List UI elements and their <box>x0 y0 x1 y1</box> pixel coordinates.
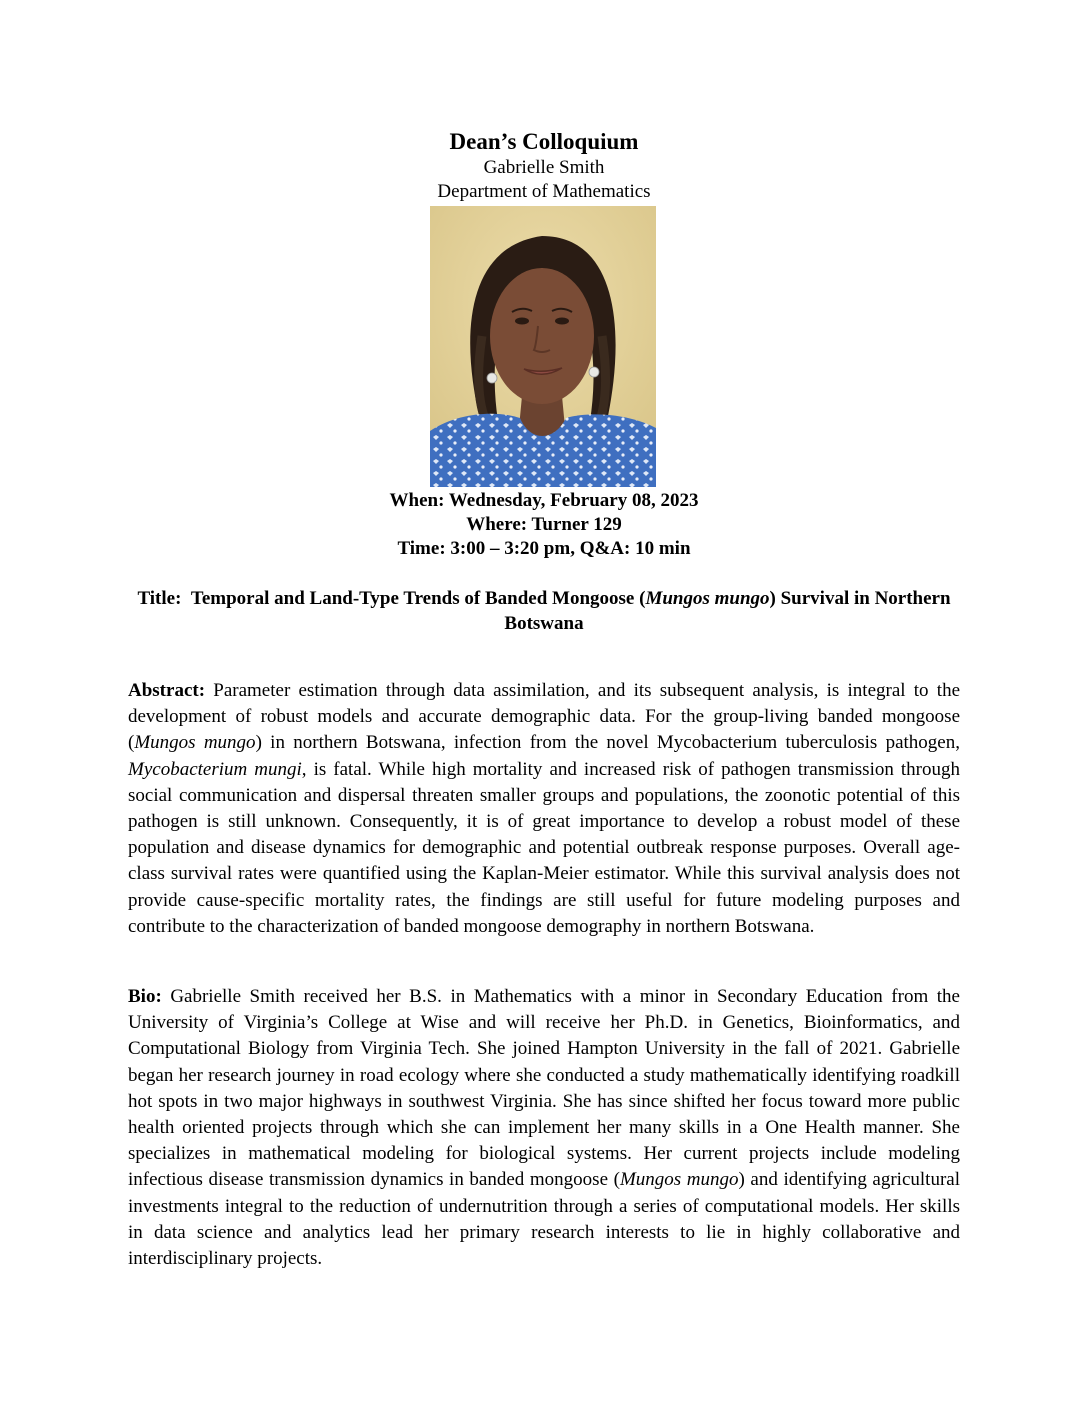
event-date: When: Wednesday, February 08, 2023 <box>389 490 699 511</box>
abstract-paragraph <box>128 678 960 940</box>
bio-label: Bio: <box>128 986 162 1007</box>
abstract-species: Mungos mungo <box>134 732 256 754</box>
talk-title-text-1: Temporal and Land-Type Trends of Banded Mongoose ( <box>190 588 646 609</box>
page-title: Dean’s Colloquium <box>449 129 639 154</box>
abstract-text-3: , is fatal. While high mortality and increased risk of pathogen transmission through social communication and dispersal threaten smaller groups and populations, the zoonotic potential of this pathogen is still unknown. Consequently, it is of great importance to develop a robust model of these population and disease dynamics for demographic and potential outbreak response purposes. Overall age-class survival rates were quantified using the Kaplan-Meier estimator. While this survival analysis does not provide cause-specific mortality rates, the findings are still useful for future modeling purposes and contribute to the characterization of banded mongoose demography in northern Botswana. <box>128 758 960 937</box>
abstract-text-2: ) in northern Botswana, infection from the novel Mycobacterium tuberculosis pathogen, <box>255 732 960 754</box>
speaker-name: Gabrielle Smith <box>483 157 605 178</box>
bio-species: Mungos mungo <box>619 1169 739 1191</box>
department-name: Department of Mathematics <box>437 181 651 202</box>
talk-title <box>120 586 968 636</box>
talk-title-label: Title: <box>137 588 182 609</box>
abstract-label: Abstract: <box>128 680 206 701</box>
earring-left <box>487 373 497 383</box>
portrait-illustration <box>430 206 656 487</box>
event-location: Where: Turner 129 <box>466 514 622 535</box>
earring-right <box>589 367 599 377</box>
colloquium-header <box>0 128 1088 204</box>
speaker-photo <box>430 206 656 487</box>
bio-text-1: Gabrielle Smith received her B.S. in Mathematics with a minor in Secondary Education from the University of Virginia’s College at Wise and will receive her Ph.D. in Genetics, Bioinformatics, and Computational Biology from Virginia Tech. She joined Hampton University in the fall of 2021. Gabrielle began her research journey in road ecology where she conducted a study mathematically identifying roadkill hot spots in two major highways in southwest Virginia. She has since shifted her focus toward more public health oriented projects through which she can implement her many skills in a One Health manner. She specializes in mathematical modeling for biological systems. Her current projects include modeling infectious disease transmission dynamics in banded mongoose ( <box>128 986 960 1191</box>
face <box>490 268 594 404</box>
bio-paragraph <box>128 984 960 1272</box>
event-details <box>0 489 1088 561</box>
talk-title-species: Mungos mungo <box>645 588 770 609</box>
abstract-text-1: Parameter estimation through data assimilation, and its subsequent analysis, is integral to the development of robust models and accurate demographic data. For the group-living banded mongoose ( <box>128 680 960 754</box>
abstract-pathogen: Mycobacterium mungi <box>128 758 302 780</box>
talk-title-text-2: ) Survival in Northern Botswana <box>504 588 951 634</box>
bio-text-2: ) and identifying agricultural investments integral to the reduction of undernutrition through a series of computational models. Her skills in data science and analytics lead her primary research interests to lie in highly collaborative and interdisciplinary projects. <box>128 1169 960 1270</box>
event-time: Time: 3:00 – 3:20 pm, Q&A: 10 min <box>397 538 691 559</box>
